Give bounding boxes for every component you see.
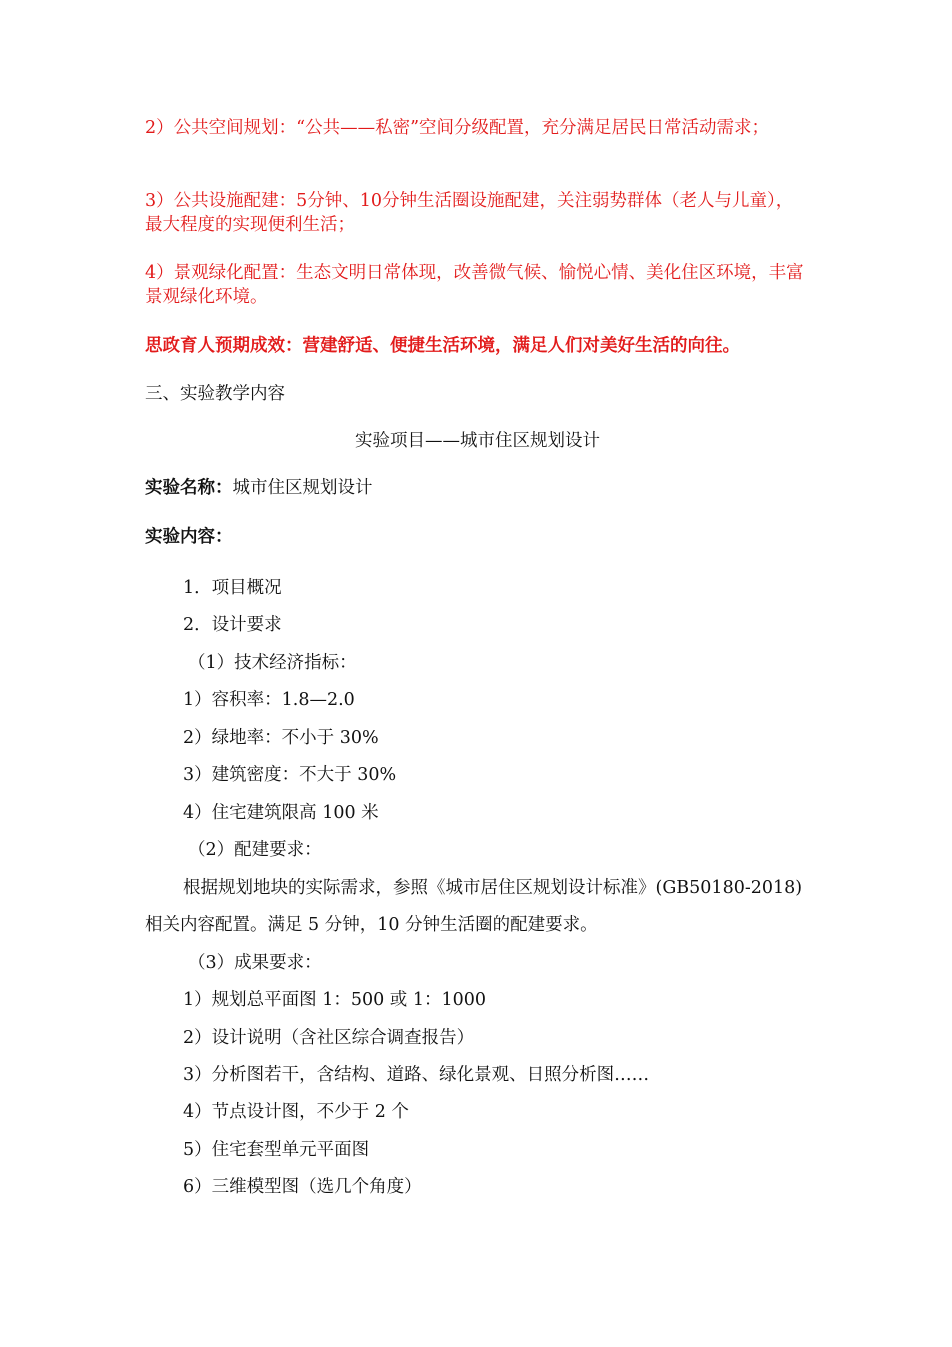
experiment-content-label: 实验内容：	[145, 527, 233, 547]
tech-indicators-heading: （1）技术经济指标：	[188, 653, 357, 673]
config-text-line2: 相关内容配置。满足 5 分钟，10 分钟生活圈的配建要求。	[145, 915, 598, 935]
result-item: 1）规划总平面图 1：500 或 1：1000	[183, 990, 487, 1010]
ideology-item-landscape: 4）景观绿化配置：生态文明日常体现，改善微气候、愉悦心情、美化住区环境，丰富景观绿化环境。	[145, 263, 804, 307]
ideology-expected-outcome: 思政育人预期成效：营建舒适、便捷生活环境，满足人们对美好生活的向往。	[145, 336, 740, 356]
tech-item: 1）容积率：1.8—2.0	[183, 690, 355, 710]
experiment-name	[145, 476, 373, 500]
result-item: 3）分析图若干，含结构、道路、绿化景观、日照分析图……	[183, 1065, 650, 1085]
result-item: 5）住宅套型单元平面图	[183, 1140, 370, 1160]
project-title: 实验项目——城市住区规划设计	[355, 431, 600, 451]
tech-item: 2）绿地率：不小于 30%	[183, 728, 379, 748]
config-text-line1: 根据规划地块的实际需求，参照《城市居住区规划设计标准》(GB50180-2018)	[183, 878, 803, 898]
result-item: 2）设计说明（含社区综合调查报告）	[183, 1028, 475, 1048]
tech-item: 3）建筑密度：不大于 30%	[183, 765, 397, 785]
results-heading: （3）成果要求：	[188, 953, 322, 973]
experiment-name-value: 城市住区规划设计	[232, 478, 373, 498]
section-heading: 三、实验教学内容	[145, 384, 285, 404]
content-item-overview: 1．项目概况	[183, 578, 282, 598]
content-item-requirements: 2．设计要求	[183, 615, 282, 635]
result-item: 4）节点设计图，不少于 2 个	[183, 1102, 409, 1122]
experiment-name-label: 实验名称：	[145, 478, 233, 498]
ideology-item-public-space: 2）公共空间规划：“公共——私密”空间分级配置，充分满足居民日常活动需求；	[145, 118, 770, 138]
result-item: 6）三维模型图（选几个角度）	[183, 1177, 422, 1197]
tech-item: 4）住宅建筑限高 100 米	[183, 803, 379, 823]
config-heading: （2）配建要求：	[188, 840, 322, 860]
ideology-item-public-facilities: 3）公共设施配建：5分钟、10分钟生活圈设施配建，关注弱势群体（老人与儿童），最大程度的实现便利生活；	[145, 191, 794, 235]
